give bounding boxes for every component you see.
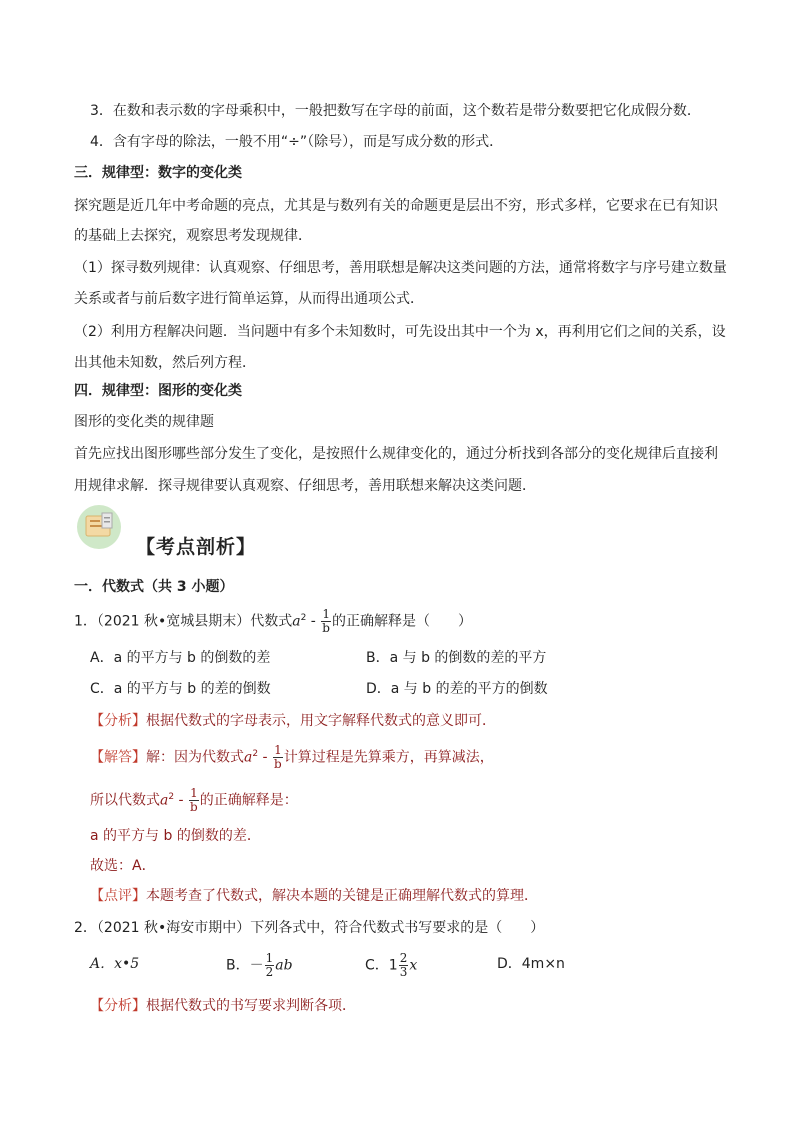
q1-answer: 【解答】解：因为代数式$a^2$ - $\frac{1}{b}$ 计算过程是先算乘方，再算减法， bbox=[90, 743, 494, 772]
section-3-p1b: 的基础上去探究，观察思考发现规律． bbox=[74, 228, 312, 244]
part-1-title: 一．代数式（共 3 小题） bbox=[74, 579, 234, 595]
section-3-p2b: 关系或者与前后数字进行简单运算，从而得出通项公式． bbox=[74, 291, 424, 307]
q1-comment: 【点评】本题考查了代数式，解决本题的关键是正确理解代数式的算理． bbox=[90, 888, 538, 904]
section-3-title: 三．规律型：数字的变化类 bbox=[74, 165, 242, 181]
section-3-p3b: 出其他未知数，然后列方程． bbox=[74, 355, 256, 371]
section-4-p1: 图形的变化类的规律题 bbox=[74, 414, 214, 430]
q1-option-d: D．a 与 b 的差的平方的倒数 bbox=[366, 681, 548, 697]
section-heading: 【考点剖析】 bbox=[136, 536, 257, 558]
q2-stem: 2．（2021 秋•海安市期中）下列各式中，符合代数式书写要求的是（ ） bbox=[74, 920, 545, 936]
note-4: 4．含有字母的除法，一般不用“÷”（除号），而是写成分数的形式． bbox=[90, 134, 504, 150]
q2-analysis: 【分析】根据代数式的书写要求判断各项． bbox=[90, 998, 356, 1014]
q2-option-b: B．－ $\frac{1}{2}$ ab bbox=[226, 951, 293, 979]
q1-choice: 故选：A． bbox=[90, 858, 156, 874]
section-3-p1a: 探究题是近几年中考命题的亮点，尤其是与数列有关的命题更是层出不穷，形式多样，它要求在已有知识 bbox=[74, 198, 718, 214]
q1-option-b: B．a 与 b 的倒数的差的平方 bbox=[366, 650, 547, 666]
q1-stem: 1．（2021 秋•宽城县期末）代数式$a^2$ - $\frac{1}{b}$ 的正确解释是（ ） bbox=[74, 607, 472, 636]
section-3-p2a: （1）探寻数列规律：认真观察、仔细思考，善用联想是解决这类问题的方法，通常将数字与序号建立数量 bbox=[74, 260, 727, 276]
section-4-p2b: 用规律求解．探寻规律要认真观察、仔细思考，善用联想来解决这类问题． bbox=[74, 478, 536, 494]
q1-option-c: C．a 的平方与 b 的差的倒数 bbox=[90, 681, 271, 697]
q2-option-c: C．1 $\frac{2}{3}$ x bbox=[365, 951, 418, 979]
q1-answer-line3: a 的平方与 b 的倒数的差． bbox=[90, 828, 261, 844]
section-4-p2a: 首先应找出图形哪些部分发生了变化，是按照什么规律变化的，通过分析找到各部分的变化规律后直接利 bbox=[74, 446, 718, 462]
section-3-p3a: （2）利用方程解决问题．当问题中有多个未知数时，可先设出其中一个为 x，再利用它们之间的关系，设 bbox=[74, 324, 726, 340]
q2-option-a: A．x•5 bbox=[90, 956, 140, 972]
notebook-icon bbox=[76, 504, 122, 550]
note-3: 3．在数和表示数的字母乘积中，一般把数写在字母的前面，这个数若是带分数要把它化成假分数． bbox=[90, 103, 701, 119]
q2-option-d: D．4m×n bbox=[497, 956, 565, 972]
q1-answer-line2: 所以代数式$a^2$ - $\frac{1}{b}$ 的正确解释是： bbox=[90, 786, 298, 815]
section-4-title: 四．规律型：图形的变化类 bbox=[74, 383, 242, 399]
q1-option-a: A．a 的平方与 b 的倒数的差 bbox=[90, 650, 271, 666]
q1-analysis: 【分析】根据代数式的字母表示，用文字解释代数式的意义即可． bbox=[90, 713, 496, 729]
